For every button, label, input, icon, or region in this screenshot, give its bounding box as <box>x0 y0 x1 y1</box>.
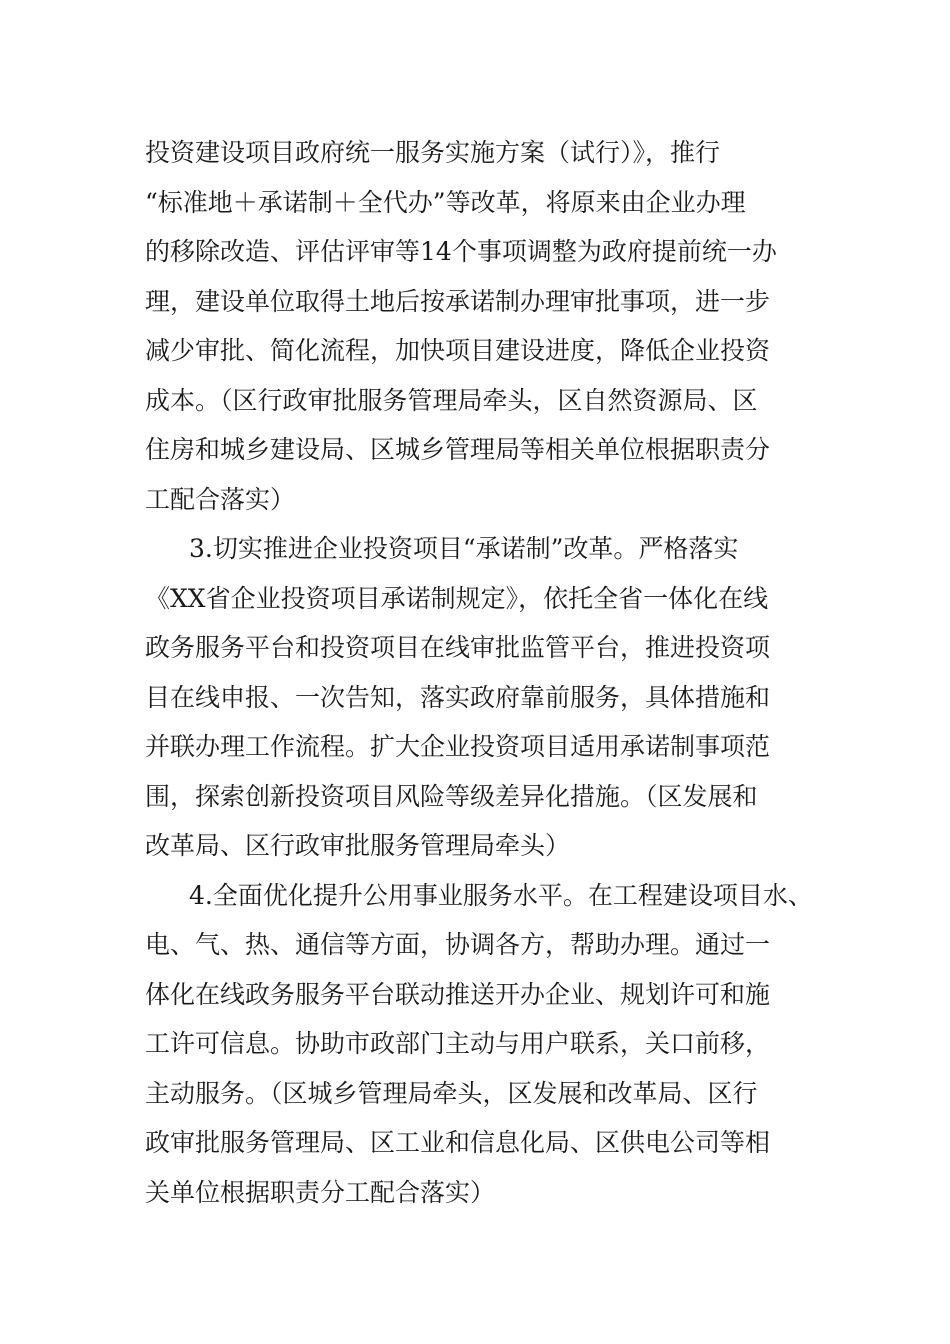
text-line: 投资建设项目政府统一服务实施方案（试行）》，推行 <box>145 138 721 167</box>
body-text <box>145 128 825 1217</box>
text-line: 工许可信息。协助市政部门主动与用户联系，关口前移， <box>145 1029 771 1058</box>
text-line: 改革局、区行政审批服务管理局牵头） <box>145 831 571 860</box>
text-line: 政务服务平台和投资项目在线审批监管平台，推进投资项 <box>145 633 771 662</box>
paragraph-4-heading-line: 4.全面优化提升公用事业服务水平。在工程建设项目水、 <box>189 880 813 910</box>
text-line: 关单位根据职责分工配合落实） <box>145 1177 496 1207</box>
text-line: 围，探索创新投资项目风险等级差异化措施。（区发展和 <box>145 781 758 811</box>
text-line: 政审批服务管理局、区工业和信息化局、区供电公司等相 <box>145 1128 771 1157</box>
paragraph-3-heading-line: 3.切实推进企业投资项目“承诺制”改革。严格落实 <box>189 534 739 563</box>
text-line: “标准地＋承诺制＋全代办”等改革，将原来由企业办理 <box>145 187 746 217</box>
text-line: 并联办理工作流程。扩大企业投资项目适用承诺制事项范 <box>145 732 771 761</box>
text-line: 体化在线政务服务平台联动推送开办企业、规划许可和施 <box>145 979 771 1009</box>
text-line: 目在线申报、一次告知，落实政府靠前服务，具体措施和 <box>145 682 771 712</box>
text-line: 理，建设单位取得土地后按承诺制办理审批事项，进一步 <box>145 286 771 316</box>
text-line: 的移除改造、评估评审等14个事项调整为政府提前统一办 <box>145 237 777 266</box>
text-line: 主动服务。（区城乡管理局牵头，区发展和改革局、区行 <box>145 1078 758 1108</box>
text-line: 住房和城乡建设局、区城乡管理局等相关单位根据职责分 <box>145 435 771 464</box>
text-line: 电、气、热、通信等方面，协调各方，帮助办理。通过一 <box>145 930 771 959</box>
text-line: 成本。（区行政审批服务管理局牵头，区自然资源局、区 <box>145 385 758 415</box>
text-line: 工配合落实） <box>145 484 296 514</box>
text-line: 减少审批、简化流程，加快项目建设进度，降低企业投资 <box>145 336 771 365</box>
text-line: 《XX省企业投资项目承诺制规定》，依托全省一体化在线 <box>145 583 769 613</box>
